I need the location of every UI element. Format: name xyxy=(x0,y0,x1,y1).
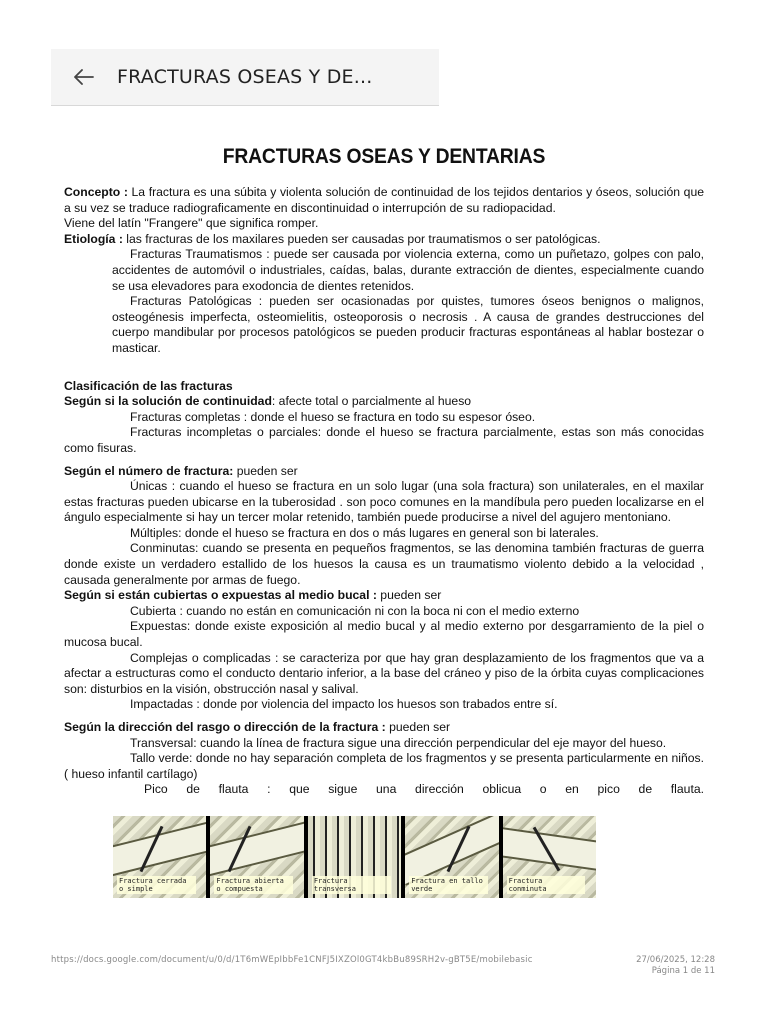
figure-caption: Fractura abierta o compuesta xyxy=(214,876,293,894)
numero-text: pueden ser xyxy=(233,463,298,478)
tallo-verde-paragraph: Tallo verde: donde no hay separación completa de los fragmentos y se presenta particularmente en niños. ( hueso infantil cartílago) xyxy=(64,751,704,781)
complejas-paragraph: Complejas o complicadas : se caracteriza por que hay gran desplazamiento de los fragmentos que va a afectar a estructuras como el conducto dentario inferior, a la base del cráneo y piso de la órbita cuyas complicaciones son: disturbios en la visión, obstrucción nasal y salival. xyxy=(64,650,704,696)
continuidad-label: Según si la solución de continuidad xyxy=(64,394,272,409)
etiologia-label: Etiología : xyxy=(64,231,123,246)
latin-line: Viene del latín "Frangere" que significa romper. xyxy=(64,216,319,231)
figure-caption: Fractura en tallo verde xyxy=(409,876,488,894)
conminutas-paragraph: Conminutas: cuando se presenta en pequeños fragmentos, se las denomina también fracturas de guerra donde existe un verdadero estallido de los huesos la causa es un traumatismo violento debido a la velocidad , causada generalmente por armas de fuego. xyxy=(64,541,704,587)
transversal-paragraph: Transversal: cuando la línea de fractura sigue una dirección perpendicular del eje mayor del hueso. xyxy=(130,735,667,750)
concepto-paragraph xyxy=(64,185,704,216)
figure-panel xyxy=(308,816,401,898)
header-title: FRACTURAS OSEAS Y DE... xyxy=(117,66,373,88)
app-header xyxy=(51,49,439,106)
completas-paragraph: Fracturas completas : donde el hueso se fractura en todo su espesor óseo. xyxy=(130,409,536,424)
figure-panel xyxy=(405,816,498,898)
footer-meta xyxy=(636,955,715,977)
numero-label: Según el número de fractura: xyxy=(64,463,234,478)
clasificacion-heading xyxy=(64,379,704,395)
cubiertas-paragraph xyxy=(64,588,704,604)
figure-caption: Fractura transversa xyxy=(312,876,391,894)
concepto-text: La fractura es una súbita y violenta solución de continuidad de los tejidos dentarios y óseos, solución que a su vez se traduce radiograficamente en discontinuidad o interrupción de su radiopacidad. xyxy=(64,185,705,215)
numero-paragraph xyxy=(64,464,704,480)
unicas-paragraph: Únicas : cuando el hueso se fractura en un solo lugar (una sola fractura) son unilaterales, en el maxilar estas fracturas pueden ubicarse en la tuberosidad . son poco comunes en la mandíbula pero pueden localizarse en el ángulo especialmente si hay un tercer molar retenido, también puede producirse a nivel del agujero mentoniano. xyxy=(64,479,704,525)
cubiertas-text: pueden ser xyxy=(376,588,442,603)
arrow-left-icon xyxy=(74,69,94,85)
figure-panel xyxy=(113,816,206,898)
figure-caption: Fractura cerrada o simple xyxy=(117,876,196,894)
footer-url: https://docs.google.com/document/u/0/d/1T6mWEpIbbFe1CNFJ5IXZOl0GT4kbBu89SRH2v-gBT5E/mobilebasic xyxy=(51,955,533,965)
incompletas-paragraph: Fracturas incompletas o parciales: donde el hueso se fractura parcialmente, estas son más conocidas como fisuras. xyxy=(64,425,704,455)
impactadas-paragraph: Impactadas : donde por violencia del impacto los huesos son trabados entre sí. xyxy=(130,697,558,712)
cubierta-paragraph: Cubierta : cuando no están en comunicación ni con la boca ni con el medio externo xyxy=(130,603,580,618)
direccion-paragraph xyxy=(64,720,704,736)
cubiertas-label: Según si están cubiertas o expuestas al medio bucal : xyxy=(64,588,377,603)
footer-page: Página 1 de 11 xyxy=(651,966,715,976)
expuestas-paragraph: Expuestas: donde existe exposición al medio bucal y al medio externo por desgarramiento de la piel o mucosa bucal. xyxy=(64,619,704,650)
traumatismos-paragraph: Fracturas Traumatismos : puede ser causada por violencia externa, como un puñetazo, golpes con palo, accidentes de automóvil o industriales, caídas, balas, durante extracción de dientes, especialmente cuando se usa elevadores para exodoncia de dientes retenidos. xyxy=(112,247,704,293)
figure-panel xyxy=(503,816,596,898)
continuidad-text: : afecte total o parcialmente al hueso xyxy=(271,394,472,409)
document-body xyxy=(64,185,704,798)
pico-flauta-paragraph: Pico de flauta : que sigue una dirección oblicua o en pico de flauta. xyxy=(144,782,704,797)
continuidad-paragraph xyxy=(64,394,704,410)
fracture-types-figure xyxy=(113,816,596,898)
multiples-paragraph: Múltiples: donde el hueso se fractura en dos o más lugares en general son bi laterales. xyxy=(130,525,599,540)
figure-panel xyxy=(210,816,303,898)
direccion-text: pueden ser xyxy=(385,720,451,734)
patologicas-paragraph: Fracturas Patológicas : pueden ser ocasionadas por quistes, tumores óseos benignos o malignos, osteogénesis imperfecta, osteomielitis, osteoporosis o necrosis . A causa de grandes destrucciones del cuerpo mandibular por procesos patológicos se pueden producir fracturas espontáneas al hablar bostezar o masticar. xyxy=(112,294,704,355)
etiologia-paragraph xyxy=(64,232,704,248)
footer-datetime: 27/06/2025, 12:28 xyxy=(636,955,715,965)
back-button[interactable] xyxy=(64,57,104,97)
etiologia-text: las fracturas de los maxilares pueden ser causadas por traumatismos o ser patológicas. xyxy=(122,231,601,246)
document-title: FRACTURAS OSEAS Y DENTARIAS xyxy=(222,145,546,168)
concepto-label: Concepto : xyxy=(64,185,128,199)
clasificacion-heading-text: Clasificación de las fracturas xyxy=(64,378,233,393)
figure-caption: Fractura conminuta xyxy=(507,876,586,894)
direccion-label: Según la dirección del rasgo o dirección de la fractura : xyxy=(64,720,386,734)
